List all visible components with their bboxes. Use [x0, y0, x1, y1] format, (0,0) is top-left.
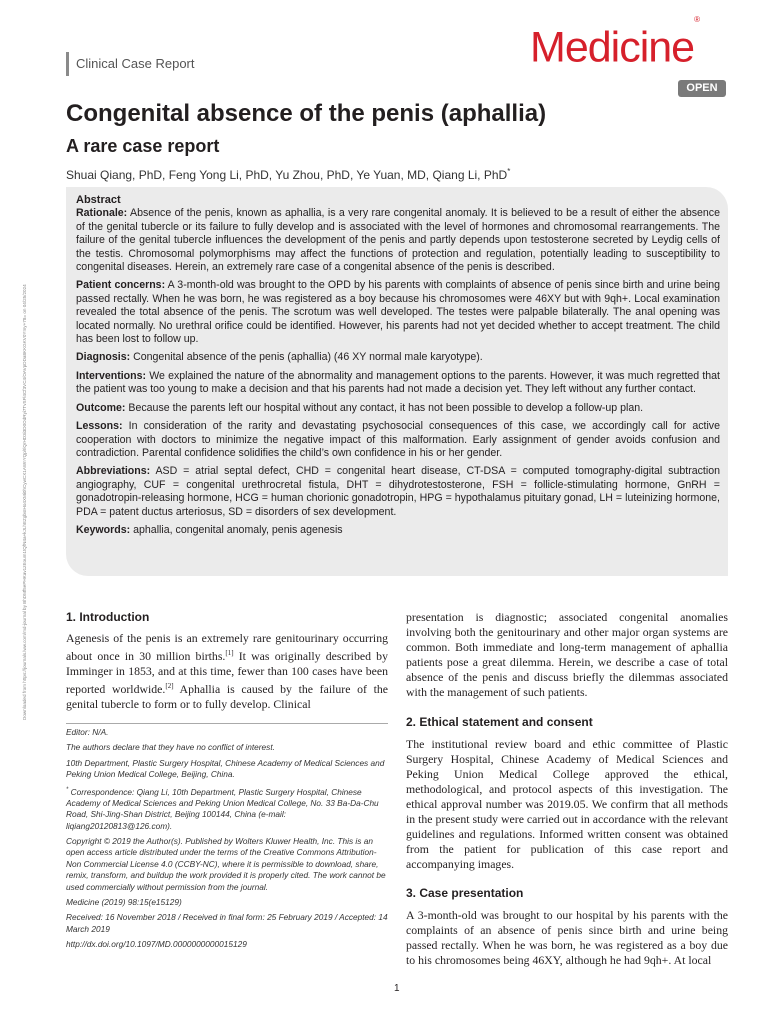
lessons-text: In consideration of the rarity and devastating psychosocial consequences of this case, we accordingly call for active cooperation with doctors to minimize the negative impact of this malformation. Early assignment of gender avoids confusion and contradiction. Parental confidence solidifies the child’s own confidence in his or her gender.	[76, 420, 720, 459]
interventions-text: We explained the nature of the abnormality and management options to the parents. However, it was much regretted that the patient was too young to make a decision and that his parents had not made a decision yet. They left without any further contact.	[76, 369, 720, 396]
footnote-doi-link[interactable]: http://dx.doi.org/10.1097/MD.0000000000015129	[66, 939, 247, 950]
intro-text-3: Aphallia is caused by the failure of the genital tubercle to form or to fully develop. Clinical	[66, 681, 388, 711]
abstract-diagnosis	[76, 351, 720, 364]
correspondence-mark: *	[66, 786, 69, 793]
download-watermark: Downloaded from https://journals.lww.com/md-journal by BhDMf5ePHKav1zEoum1tQfN4a+kJLhEZgbsIHo4XMi0hCywCX1AWnYQp/IlQrHD3i3D0OdRyi7TvSFl4Cf3VC4/OAVpDDa8KKGKV0Ymy+78= on 04/25/2024	[22, 284, 27, 720]
interventions-label: Interventions:	[76, 369, 147, 382]
corresponding-author-mark: *	[507, 167, 511, 176]
case-presentation-body	[406, 908, 728, 968]
abstract-heading: Abstract	[76, 194, 121, 206]
case-presentation-heading: 3. Case presentation	[406, 886, 524, 900]
ethics-heading: 2. Ethical statement and consent	[406, 715, 593, 729]
introduction-heading: 1. Introduction	[66, 610, 150, 624]
open-access-badge: OPEN	[678, 80, 726, 97]
footnote-correspondence	[66, 785, 388, 832]
intro-text-2: It was originally described by Imminger in 1853, and at this time, fewer than 100 cases have been reported worldwide.	[66, 648, 388, 696]
lessons-label: Lessons:	[76, 420, 123, 433]
journal-name: Medicine	[530, 23, 695, 72]
abstract-rationale	[76, 207, 720, 274]
ethics-paragraph: The institutional review board and ethic committee of Plastic Surgery Hospital, Chinese Academy of Medical Sciences and Peking Union Medical College approved the ethical, methodological, and protocol aspects of this investigation. The ethical approval number was 2019.05. We confirm that all methods in the present study were carried out in accordance with the relevant guidelines and regulations. Informed written consent was obtained from the patient for publication of this case report and accompanying images.	[406, 737, 728, 871]
concerns-text: A 3-month-old was brought to the OPD by his parents with complaints of absence of penis since birth and urine being passed rectally. When he was born, he was registered as a boy because his chromosomes were 46XY but with 9qh+. Local examination revealed the total absence of the penis. The scrotum was well developed. The testes were palpable bilaterally. The anal opening was located normally. No urethral orifice could be identified. However, his parents had not yet decided whether to accept treatment. The child has been lost to follow up.	[76, 279, 720, 346]
article-subtitle: A rare case report	[66, 136, 220, 156]
outcome-text: Because the parents left our hospital without any contact, it has not been possible to develop a follow-up plan.	[128, 401, 644, 414]
abbreviations-text: ASD = atrial septal defect, CHD = congenital heart disease, CT-DSA = computed tomography-digital subtraction angiography, CUF = congenital urethrocretal fistula, DHT = dihydrotestosterone, FSH = follicle-stimulating hormone, GnRH = gonadotropin-releasing hormone, HCG = human chorionic gonadotropin, HPG = hypothalamus pituitary gonad, LH = luteinizing hormone, PDA = patent ductus arteriosus, SD = disorders of sex development.	[76, 465, 720, 518]
article-title: Congenital absence of the penis (aphallia)	[66, 100, 547, 127]
page-number: 1	[394, 983, 400, 994]
ethics-body	[406, 737, 728, 872]
intro-text-1: Agenesis of the penis is an extremely rare genitourinary occurring about once in 30 million births.	[66, 631, 388, 663]
abbreviations-label: Abbreviations:	[76, 465, 151, 478]
introduction-body	[66, 631, 388, 712]
author-names: Shuai Qiang, PhD, Feng Yong Li, PhD, Yu Zhou, PhD, Ye Yuan, MD, Qiang Li, PhD	[66, 168, 508, 182]
footnote-affiliation: 10th Department, Plastic Surgery Hospital, Chinese Academy of Medical Sciences and Peking Union Medical College, Beijing, China.	[66, 757, 385, 780]
abstract-patient-concerns	[76, 279, 720, 346]
case-presentation-paragraph: A 3-month-old was brought to our hospital by his parents with the complaints of an absence of penis since birth and urine being passed rectally. When he was born, he was registered as a boy due to his chromosomes being 46XY, although he had 9qh+. At local	[406, 908, 728, 967]
abstract-box	[66, 187, 728, 576]
outcome-label: Outcome:	[76, 401, 126, 414]
footnote-dates: Received: 16 November 2018 / Received in final form: 25 February 2019 / Accepted: 14 March 2019	[66, 912, 388, 934]
footnotes	[66, 723, 388, 955]
footnote-editor: Editor: N/A.	[66, 727, 109, 737]
journal-logo[interactable]	[530, 15, 700, 72]
introduction-continued	[406, 610, 728, 700]
footnote-conflict: The authors declare that they have no conflict of interest.	[66, 742, 275, 753]
abstract-outcome	[76, 402, 720, 415]
correspondence-text: Correspondence: Qiang Li, 10th Department, Plastic Surgery Hospital, Chinese Academy of Medical Sciences and Peking Union Medical College, No. 33 Ba-Da-Chu Road, Shi-Jing-Shan District, Beijing 100144, China (e-mail: liqiang20120813@126.com).	[66, 786, 379, 831]
footnote-citation: Medicine (2019) 98:15(e15129)	[66, 897, 182, 908]
diagnosis-label: Diagnosis:	[76, 351, 131, 364]
introduction-continued-text: presentation is diagnostic; associated congenital anomalies involving both the genitourinary and other major organ systems are common. Both immediate and long-term management of aphallia patients pose a great dilemma. Herein, we describe a case of total absence of the penis and discuss briefly the dilemmas associated with the management of such patients.	[406, 610, 728, 699]
registered-mark: ®	[694, 15, 700, 24]
concerns-label: Patient concerns:	[76, 279, 166, 292]
rationale-label: Rationale:	[76, 207, 128, 220]
abstract-interventions	[76, 370, 720, 397]
introduction-paragraph	[66, 631, 388, 712]
footnote-copyright: Copyright © 2019 the Author(s). Published by Wolters Kluwer Health, Inc. This is an open access article distributed under the terms of the Creative Commons Attribution-Non Commercial License 4.0 (CCBY-NC), where it is permissible to download, share, remix, transform, and buildup the work provided it is properly cited. The work cannot be used commercially without permission from the journal.	[66, 836, 386, 892]
abstract-keywords	[76, 524, 720, 537]
citation-ref-2[interactable]: [2]	[165, 681, 174, 690]
abstract-abbreviations	[76, 465, 720, 519]
abstract-lessons	[76, 420, 720, 460]
keywords-label: Keywords:	[76, 523, 131, 536]
author-list	[66, 163, 510, 184]
section-tag: Clinical Case Report	[66, 52, 195, 76]
diagnosis-text: Congenital absence of the penis (aphallia) (46 XY normal male karyotype).	[133, 351, 483, 364]
keywords-text: aphallia, congenital anomaly, penis agenesis	[133, 523, 343, 536]
rationale-text: Absence of the penis, known as aphallia, is a very rare congenital anomaly. It is believed to be a result of either the absence of the genital tubercle or its failure to fully develop and is associated with the level of hormones and chromosomal rearrangements. The failure of the genital tubercle influences the development of the penis and partly depends upon testosterone secreted by Leydig cells of the testis. Chromosomal polymorphisms may affect the functions of protection and regulation, potentially leading to susceptibility to congenital diseases. Herein, an extremely rare case of a congenital absence of the penis is described.	[76, 207, 721, 274]
citation-ref-1[interactable]: [1]	[225, 649, 234, 657]
